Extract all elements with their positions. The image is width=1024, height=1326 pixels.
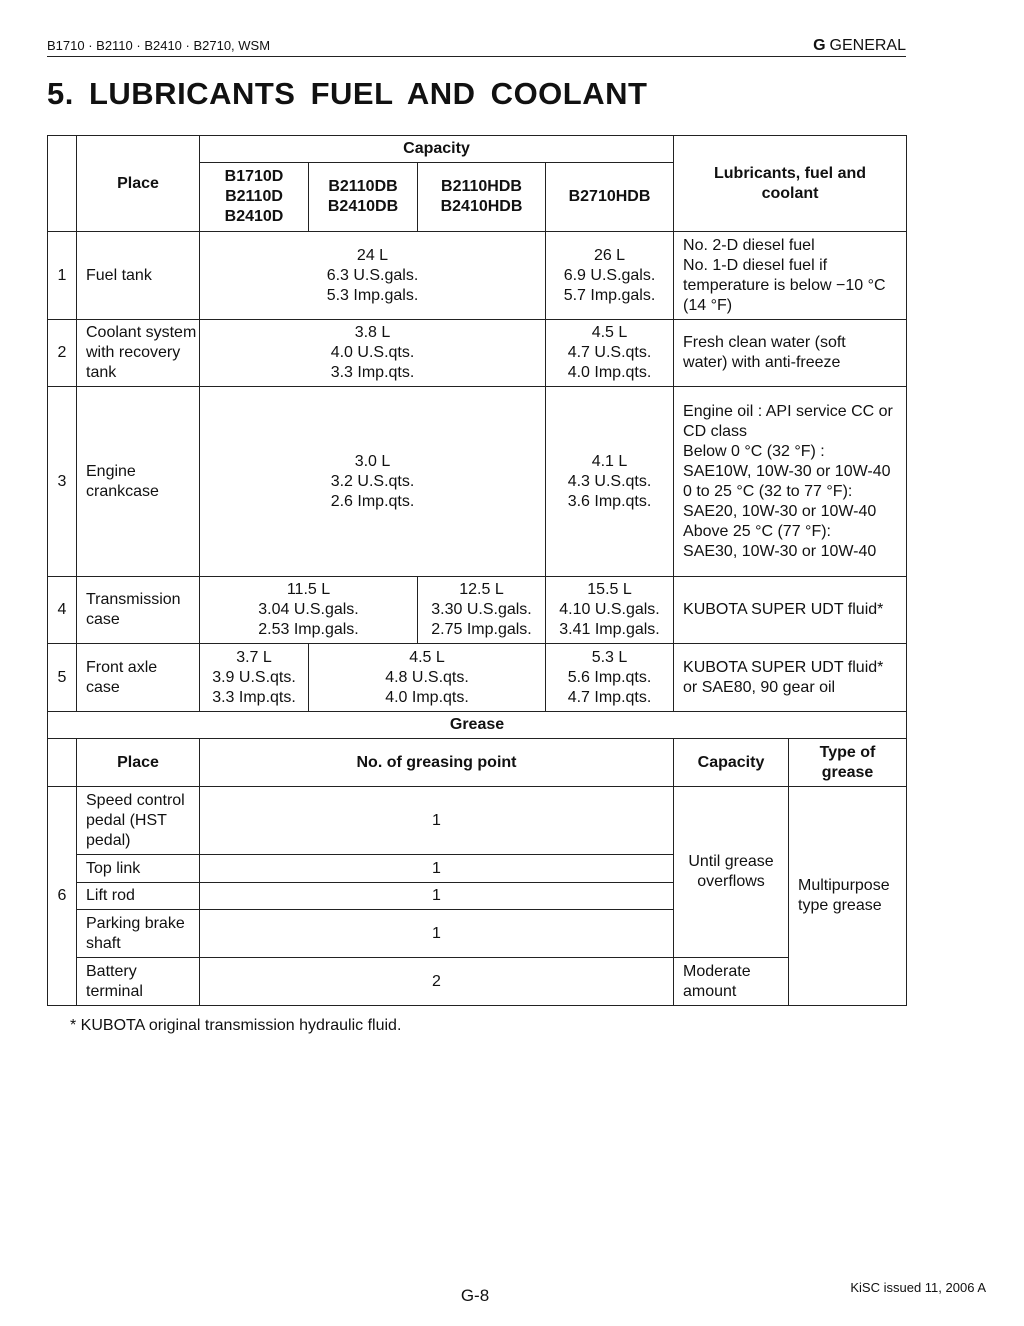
lubricant-value: Engine oil : API service CC or CD class Below 0 °C (32 °F) : SAE10W, 10W-30 or 10W-40 0 to 25 °C (32 to 77 °F): SAE20, 10W-30 or 10W-40 Above 25 °C (77 °F): SAE30, 10W-30 or 10W-40 bbox=[674, 387, 907, 577]
model-header-4: B2710HDB bbox=[546, 163, 674, 232]
greasing-points: 1 bbox=[200, 855, 674, 883]
lubricant-value: Fresh clean water (soft water) with anti-freeze bbox=[674, 320, 907, 387]
row-number: 2 bbox=[48, 320, 77, 387]
lubricant-value: KUBOTA SUPER UDT fluid* or SAE80, 90 gear oil bbox=[674, 644, 907, 712]
row-place: Fuel tank bbox=[77, 232, 200, 320]
header-models: B1710 · B2110 · B2410 · B2710, WSM bbox=[47, 38, 271, 53]
capacity-value-b2710: 4.1 L 4.3 U.S.qts. 3.6 Imp.qts. bbox=[546, 387, 674, 577]
grease-type: Multipurpose type grease bbox=[789, 787, 907, 1006]
greasing-points: 1 bbox=[200, 787, 674, 855]
row-place: Engine crankcase bbox=[77, 387, 200, 577]
capacity-header: Capacity bbox=[200, 136, 674, 163]
row-number: 3 bbox=[48, 387, 77, 577]
lubricant-value: KUBOTA SUPER UDT fluid* bbox=[674, 577, 907, 644]
table-row bbox=[48, 577, 907, 644]
capacity-value-b2710: 26 L 6.9 U.S.gals. 5.7 Imp.gals. bbox=[546, 232, 674, 320]
grease-table bbox=[47, 711, 907, 1006]
model-header-2: B2110DB B2410DB bbox=[309, 163, 418, 232]
lubricant-header: Lubricants, fuel and coolant bbox=[674, 136, 907, 232]
grease-place: Parking brake shaft bbox=[77, 910, 200, 958]
page-title: 5. LUBRICANTS FUEL AND COOLANT bbox=[47, 76, 648, 111]
grease-place-header: Place bbox=[77, 739, 200, 787]
greasing-points: 2 bbox=[200, 958, 674, 1006]
header-divider bbox=[47, 56, 906, 57]
greasing-points: 1 bbox=[200, 883, 674, 910]
row-number: 1 bbox=[48, 232, 77, 320]
capacity-value-mid: 12.5 L 3.30 U.S.gals. 2.75 Imp.gals. bbox=[418, 577, 546, 644]
grease-place: Lift rod bbox=[77, 883, 200, 910]
row-place: Transmission case bbox=[77, 577, 200, 644]
row-number: 5 bbox=[48, 644, 77, 712]
number-header-cell bbox=[48, 739, 77, 787]
capacity-value: 24 L 6.3 U.S.gals. 5.3 Imp.gals. bbox=[200, 232, 546, 320]
place-header: Place bbox=[77, 136, 200, 232]
table-row bbox=[48, 232, 907, 320]
issued-note: KiSC issued 11, 2006 A bbox=[850, 1280, 986, 1295]
table-row bbox=[48, 787, 907, 855]
table-row bbox=[48, 320, 907, 387]
row-place: Coolant system with recovery tank bbox=[77, 320, 200, 387]
greasing-points-header: No. of greasing point bbox=[200, 739, 674, 787]
capacity-value-b2710: 15.5 L 4.10 U.S.gals. 3.41 Imp.gals. bbox=[546, 577, 674, 644]
capacity-value-mid: 4.5 L 4.8 U.S.qts. 4.0 Imp.qts. bbox=[309, 644, 546, 712]
table-row bbox=[48, 644, 907, 712]
number-header-cell bbox=[48, 136, 77, 232]
capacity-value: 3.0 L 3.2 U.S.qts. 2.6 Imp.qts. bbox=[200, 387, 546, 577]
model-header-1: B1710D B2110D B2410D bbox=[200, 163, 309, 232]
page-number: G-8 bbox=[460, 1286, 490, 1305]
capacity-value-b2710: 5.3 L 5.6 Imp.qts. 4.7 Imp.qts. bbox=[546, 644, 674, 712]
lubricants-table bbox=[47, 135, 907, 712]
capacity-value: 11.5 L 3.04 U.S.gals. 2.53 Imp.gals. bbox=[200, 577, 418, 644]
row-number: 4 bbox=[48, 577, 77, 644]
table-row bbox=[48, 958, 907, 1006]
grease-place: Speed control pedal (HST pedal) bbox=[77, 787, 200, 855]
footnote: * KUBOTA original transmission hydraulic fluid. bbox=[70, 1017, 402, 1034]
model-header-3: B2110HDB B2410HDB bbox=[418, 163, 546, 232]
grease-place: Battery terminal bbox=[77, 958, 200, 1006]
header-section bbox=[800, 37, 906, 55]
table-row bbox=[48, 387, 907, 577]
lubricant-value: No. 2-D diesel fuel No. 1-D diesel fuel if temperature is below −10 °C (14 °F) bbox=[674, 232, 907, 320]
capacity-value: 3.8 L 4.0 U.S.qts. 3.3 Imp.qts. bbox=[200, 320, 546, 387]
grease-capacity: Until grease overflows bbox=[674, 787, 789, 958]
row-place: Front axle case bbox=[77, 644, 200, 712]
grease-title: Grease bbox=[48, 712, 907, 739]
section-letter: G bbox=[813, 37, 826, 54]
grease-type-header: Type of grease bbox=[789, 739, 907, 787]
grease-capacity-battery: Moderate amount bbox=[674, 958, 789, 1006]
capacity-value: 3.7 L 3.9 U.S.qts. 3.3 Imp.qts. bbox=[200, 644, 309, 712]
greasing-points: 1 bbox=[200, 910, 674, 958]
row-number: 6 bbox=[48, 787, 77, 1006]
section-name: GENERAL bbox=[829, 37, 906, 54]
grease-capacity-header: Capacity bbox=[674, 739, 789, 787]
capacity-value-b2710: 4.5 L 4.7 U.S.qts. 4.0 Imp.qts. bbox=[546, 320, 674, 387]
grease-place: Top link bbox=[77, 855, 200, 883]
